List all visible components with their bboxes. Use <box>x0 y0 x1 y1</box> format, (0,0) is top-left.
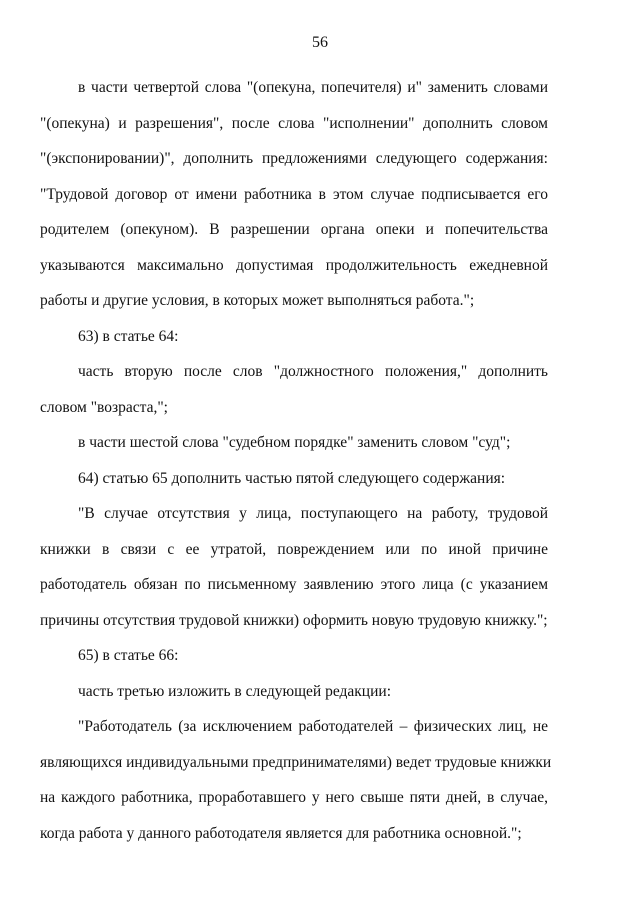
page-number: 56 <box>312 34 328 51</box>
text-line: указываются максимально допустимая продолжительность ежедневной <box>40 256 548 274</box>
text-line: словом "возраста,"; <box>40 398 168 416</box>
text-line: в части четвертой слова "(опекуна, попечителя) и" заменить словами <box>78 79 548 96</box>
paragraph-part-two-amendment <box>40 354 548 425</box>
text-line: на каждого работника, проработавшего у него свыше пяти дней, в случае, <box>40 789 548 806</box>
text-line: часть третью изложить в следующей редакции: <box>78 682 391 700</box>
text-line: "(экспонировании)", дополнить предложениями следующего содержания: <box>40 150 548 167</box>
text-line: книжки в связи с ее утратой, повреждением или по иной причине <box>40 540 548 558</box>
text-line: "Работодатель (за исключением работодателей – физических лиц, не <box>78 718 548 735</box>
paragraph-part-three-restate <box>40 674 548 710</box>
text-line: когда работа у данного работодателя является для работника основной."; <box>40 824 522 842</box>
text-line: являющихся индивидуальными предпринимателями) ведет трудовые книжки <box>40 753 552 771</box>
text-line: 65) в статье 66: <box>78 647 179 664</box>
paragraph-part-four-amendment <box>40 70 548 319</box>
text-line: работы и другие условия, в которых может выполняться работа."; <box>40 292 475 309</box>
text-line: 64) статью 65 дополнить частью пятой следующего содержания: <box>78 469 506 487</box>
text-line: "В случае отсутствия у лица, поступающего на работу, трудовой <box>78 505 548 522</box>
paragraph-item-64 <box>40 461 548 497</box>
text-line: причины отсутствия трудовой книжки) оформить новую трудовую книжку."; <box>40 611 548 629</box>
paragraph-employer-quote <box>40 709 552 851</box>
text-line: "(опекуна) и разрешения", после слова "исполнении" дополнить словом <box>40 114 548 132</box>
text-line: 63) в статье 64: <box>78 327 179 345</box>
text-line: "Трудовой договор от имени работника в этом случае подписывается его <box>40 185 548 203</box>
paragraph-missing-workbook-quote <box>40 496 548 638</box>
text-line: в части шестой слова "судебном порядке" заменить словом "суд"; <box>78 434 511 451</box>
text-line: работодатель обязан по письменному заявлению этого лица (с указанием <box>40 576 548 593</box>
text-line: родителем (опекуном). В разрешении органа опеки и попечительства <box>40 221 548 238</box>
document-body <box>40 70 552 851</box>
paragraph-item-63 <box>40 319 548 355</box>
paragraph-item-65 <box>40 638 548 674</box>
paragraph-part-six-amendment <box>40 425 548 461</box>
text-line: часть вторую после слов "должностного положения," дополнить <box>78 363 548 380</box>
